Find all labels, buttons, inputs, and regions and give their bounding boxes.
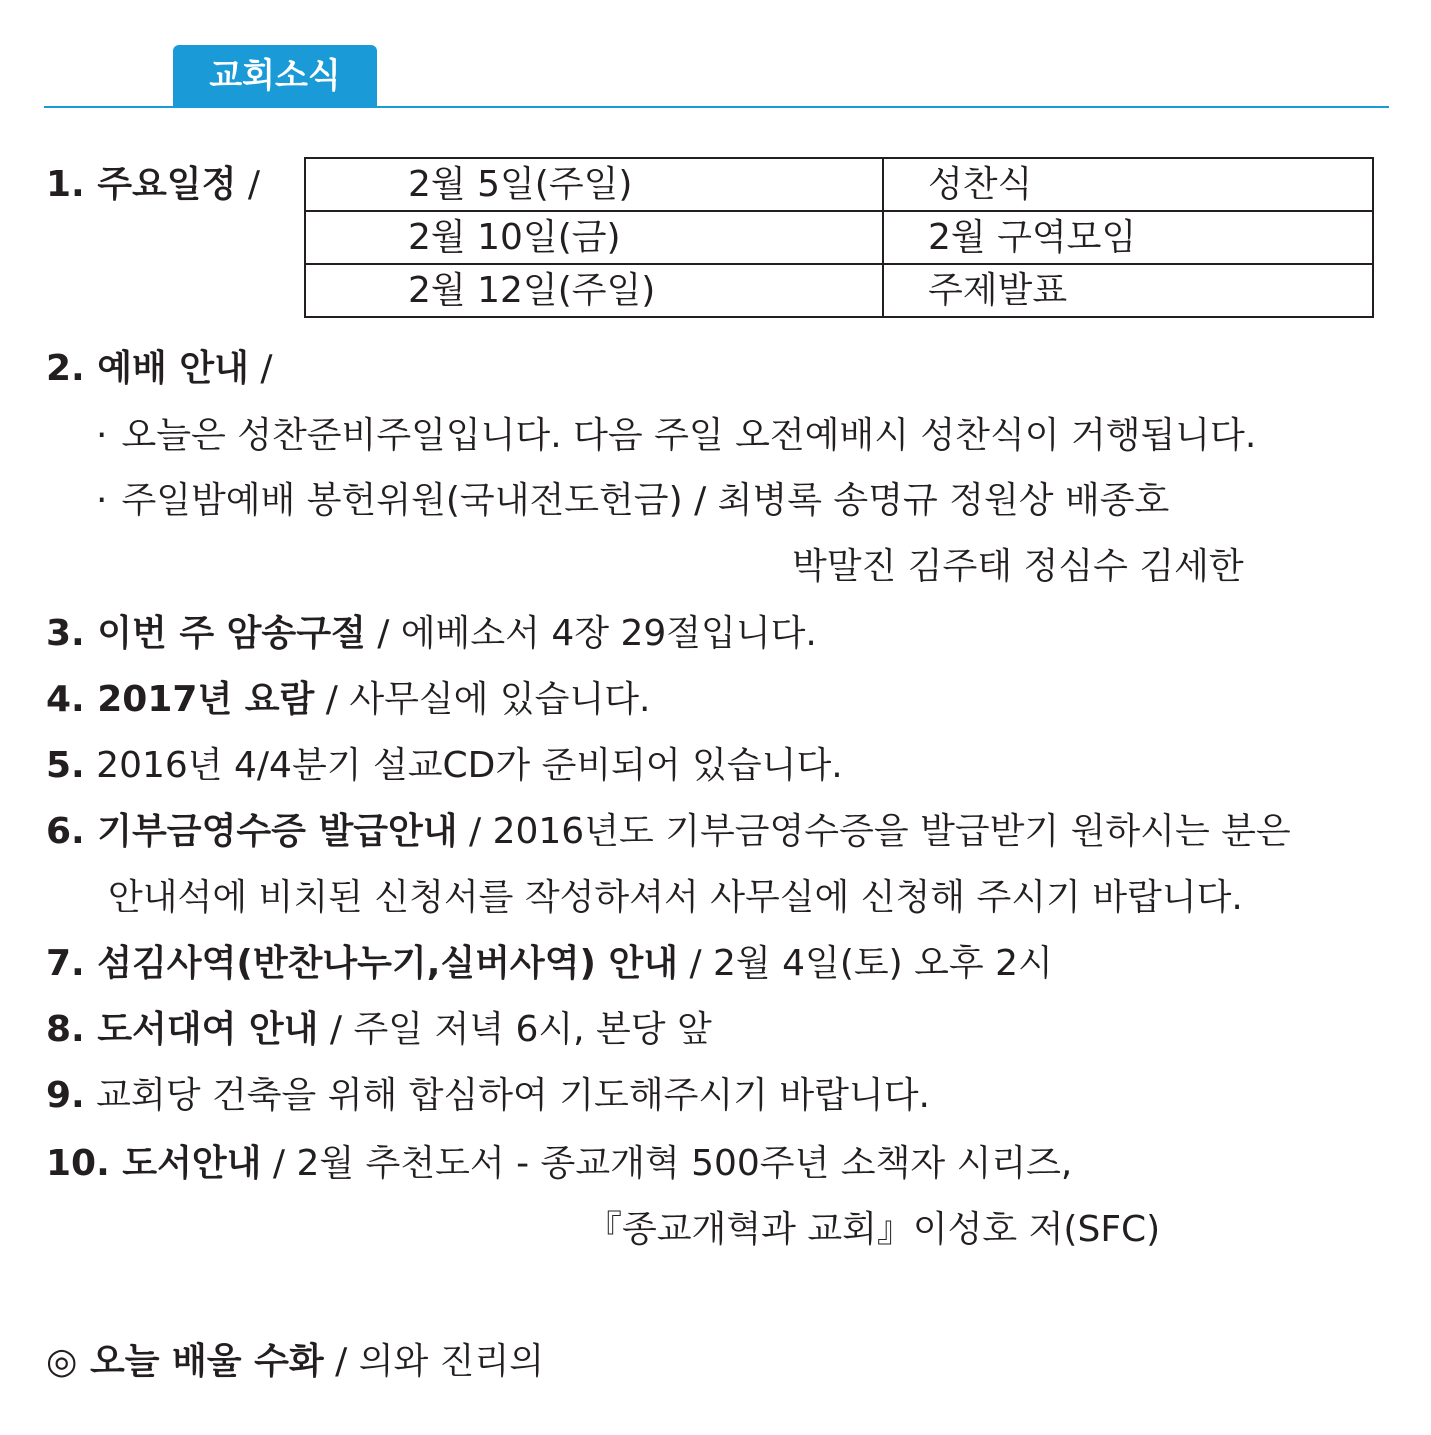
- header-divider: [44, 106, 1389, 108]
- sign-language-text: / 의와 진리의: [323, 1341, 545, 1382]
- item-5-text: 2016년 4/4분기 설교CD가 준비되어 있습니다.: [84, 745, 843, 786]
- schedule-event: 주제발표: [883, 264, 1373, 317]
- schedule-date: 2월 5일(주일): [305, 158, 883, 211]
- section-tab: 교회소식: [173, 45, 377, 107]
- schedule-date: 2월 10일(금): [305, 211, 883, 264]
- bullet-dot: ·: [96, 480, 108, 521]
- schedule-date: 2월 12일(주일): [305, 264, 883, 317]
- item-2: [46, 345, 272, 393]
- item-8-text: / 주일 저녁 6시, 본당 앞: [318, 1009, 712, 1050]
- item-9: [46, 1072, 930, 1120]
- item-9-number: 9.: [46, 1075, 85, 1116]
- item-6-line-2: 안내석에 비치된 신청서를 작성하셔서 사무실에 신청해 주시기 바랍니다.: [108, 877, 1243, 918]
- schedule-event: 2월 구역모임: [883, 211, 1373, 264]
- item-7-title: 7. 섬김사역(반찬나누기,실버사역) 안내: [46, 943, 679, 984]
- item-2-text-2: 주일밤예배 봉헌위원(국내전도헌금) / 최병록 송명규 정원상 배종호: [121, 480, 1170, 521]
- item-1-separator: /: [236, 164, 260, 205]
- schedule-event: 성찬식: [883, 158, 1373, 211]
- item-10-line-2: 『종교개혁과 교회』이성호 저(SFC): [586, 1209, 1161, 1250]
- item-6-title: 6. 기부금영수증 발급안내: [46, 811, 458, 852]
- item-5-number: 5.: [46, 745, 85, 786]
- item-1-title: 1. 주요일정: [46, 164, 237, 205]
- item-8-title: 8. 도서대여 안내: [46, 1009, 319, 1050]
- item-10-text: / 2월 추천도서 - 종교개혁 500주년 소책자 시리즈,: [261, 1143, 1073, 1184]
- item-9-text: 교회당 건축을 위해 합심하여 기도해주시기 바랍니다.: [84, 1075, 930, 1116]
- item-7: [46, 940, 1053, 988]
- item-2-line-3: 박말진 김주태 정심수 김세한: [792, 546, 1244, 587]
- item-10: [46, 1140, 1072, 1188]
- item-7-text: / 2월 4일(토) 오후 2시: [678, 943, 1053, 984]
- item-2-title: 2. 예배 안내: [46, 348, 249, 389]
- item-4: [46, 676, 650, 724]
- item-2-text-1: 오늘은 성찬준비주일입니다. 다음 주일 오전예배시 성찬식이 거행됩니다.: [121, 415, 1257, 456]
- sign-language-section: [46, 1338, 544, 1386]
- item-8: [46, 1006, 712, 1054]
- table-row: [305, 264, 1373, 317]
- sign-language-title: ◎ 오늘 배울 수화: [46, 1341, 324, 1382]
- item-6: [46, 808, 1291, 856]
- item-1: [46, 161, 260, 209]
- item-3-title: 3. 이번 주 암송구절: [46, 613, 366, 654]
- schedule-table: [304, 157, 1374, 318]
- item-2-line-2: [96, 477, 1169, 525]
- item-2-line-1: [96, 412, 1256, 460]
- item-5: [46, 742, 843, 790]
- item-3-text: / 에베소서 4장 29절입니다.: [365, 613, 817, 654]
- item-4-title: 4. 2017년 요람: [46, 679, 315, 720]
- item-3: [46, 610, 817, 658]
- table-row: [305, 158, 1373, 211]
- item-4-text: / 사무실에 있습니다.: [314, 679, 651, 720]
- bullet-dot: ·: [96, 415, 108, 456]
- table-row: [305, 211, 1373, 264]
- item-6-text: / 2016년도 기부금영수증을 발급받기 원하시는 분은: [457, 811, 1291, 852]
- item-10-title: 10. 도서안내: [46, 1143, 262, 1184]
- item-2-separator: /: [248, 348, 273, 389]
